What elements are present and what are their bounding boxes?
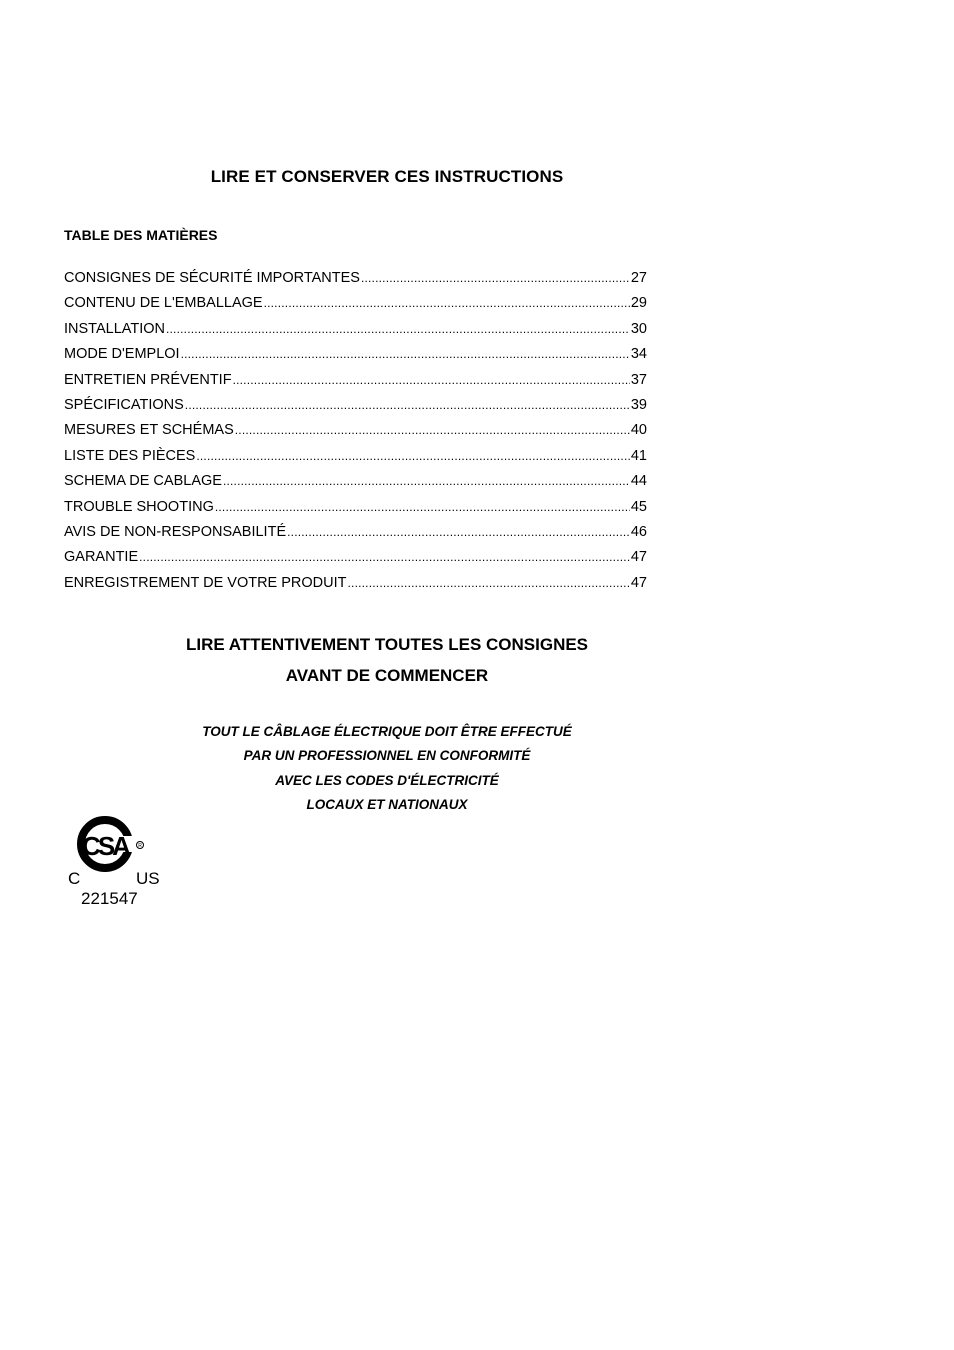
toc-item[interactable] <box>64 268 647 293</box>
toc-item-page: 41 <box>630 447 647 464</box>
toc-item-page: 30 <box>630 320 647 337</box>
toc-item-label: GARANTIE <box>64 549 139 566</box>
toc-item-page: 40 <box>630 422 647 439</box>
toc-item[interactable] <box>64 547 647 572</box>
toc-leader-dots <box>361 268 630 288</box>
toc-item-page: 34 <box>630 346 647 363</box>
toc-item-page: 44 <box>630 473 647 490</box>
toc-item-page: 47 <box>630 549 647 566</box>
svg-text:CSA: CSA <box>82 831 128 861</box>
toc-leader-dots <box>264 293 630 313</box>
toc-item-page: 47 <box>630 574 647 591</box>
toc-item[interactable] <box>64 471 647 496</box>
toc-item-label: CONSIGNES DE SÉCURITÉ IMPORTANTES <box>64 270 360 286</box>
toc-item-label: SPÉCIFICATIONS <box>64 396 184 413</box>
cert-us-mark: US <box>136 869 160 888</box>
svg-text:R: R <box>138 843 142 849</box>
toc-item[interactable] <box>64 446 647 471</box>
toc-item-page: 45 <box>630 498 647 515</box>
notice-heading-line-1: LIRE ATTENTIVEMENT TOUTES LES CONSIGNES <box>185 635 589 654</box>
toc-item-label: MESURES ET SCHÉMAS <box>64 422 234 439</box>
toc-leader-dots <box>287 522 630 542</box>
warning-line: TOUT LE CÂBLAGE ÉLECTRIQUE DOIT ÊTRE EFFECTUÉ <box>202 724 572 739</box>
toc-item-page: 27 <box>630 270 647 286</box>
toc-item-label: CONTENU DE L'EMBALLAGE <box>64 295 263 312</box>
warning-line: AVEC LES CODES D'ÉLECTRICITÉ <box>275 772 499 788</box>
cert-number: 221547 <box>81 889 138 908</box>
toc-leader-dots <box>181 344 630 364</box>
toc-item-label: SCHEMA DE CABLAGE <box>64 473 222 490</box>
toc-leader-dots <box>233 370 630 390</box>
toc-item-label: AVIS DE NON-RESPONSABILITÉ <box>64 523 287 540</box>
toc-item[interactable] <box>64 497 647 522</box>
toc-item-label: ENREGISTREMENT DE VOTRE PRODUIT <box>64 574 347 591</box>
toc-item[interactable] <box>64 420 647 445</box>
toc-item[interactable] <box>64 293 647 318</box>
toc-item-page: 37 <box>630 371 647 388</box>
table-of-contents <box>64 268 647 598</box>
toc-item-label: INSTALLATION <box>64 320 165 337</box>
page-title: LIRE ET CONSERVER CES INSTRUCTIONS <box>210 167 564 186</box>
toc-heading: TABLE DES MATIÈRES <box>64 227 218 243</box>
warning-line: LOCAUX ET NATIONAUX <box>306 796 468 812</box>
warning-line: PAR UN PROFESSIONNEL EN CONFORMITÉ <box>243 748 531 764</box>
toc-leader-dots <box>196 446 630 466</box>
toc-item-page: 46 <box>630 523 647 540</box>
toc-item-label: LISTE DES PIÈCES <box>64 447 196 464</box>
certification-mark <box>66 812 166 912</box>
toc-item[interactable] <box>64 319 647 344</box>
toc-item[interactable] <box>64 344 647 369</box>
toc-leader-dots <box>235 420 630 440</box>
toc-item-page: 39 <box>630 396 647 413</box>
toc-leader-dots <box>215 497 630 517</box>
toc-leader-dots <box>139 547 630 567</box>
toc-item-label: TROUBLE SHOOTING <box>64 498 214 515</box>
toc-item-label: ENTRETIEN PRÉVENTIF <box>64 371 232 388</box>
toc-item[interactable] <box>64 522 647 547</box>
cert-c-mark: C <box>68 869 81 888</box>
toc-item[interactable] <box>64 573 647 598</box>
toc-item-page: 29 <box>630 295 647 312</box>
electrical-warning <box>0 722 774 819</box>
toc-leader-dots <box>348 573 630 593</box>
toc-leader-dots <box>185 395 630 415</box>
toc-item-label: MODE D'EMPLOI <box>64 346 180 363</box>
toc-leader-dots <box>223 471 630 491</box>
toc-item[interactable] <box>64 370 647 395</box>
toc-leader-dots <box>166 319 630 339</box>
notice-heading-line-2: AVANT DE COMMENCER <box>285 666 489 685</box>
toc-item[interactable] <box>64 395 647 420</box>
